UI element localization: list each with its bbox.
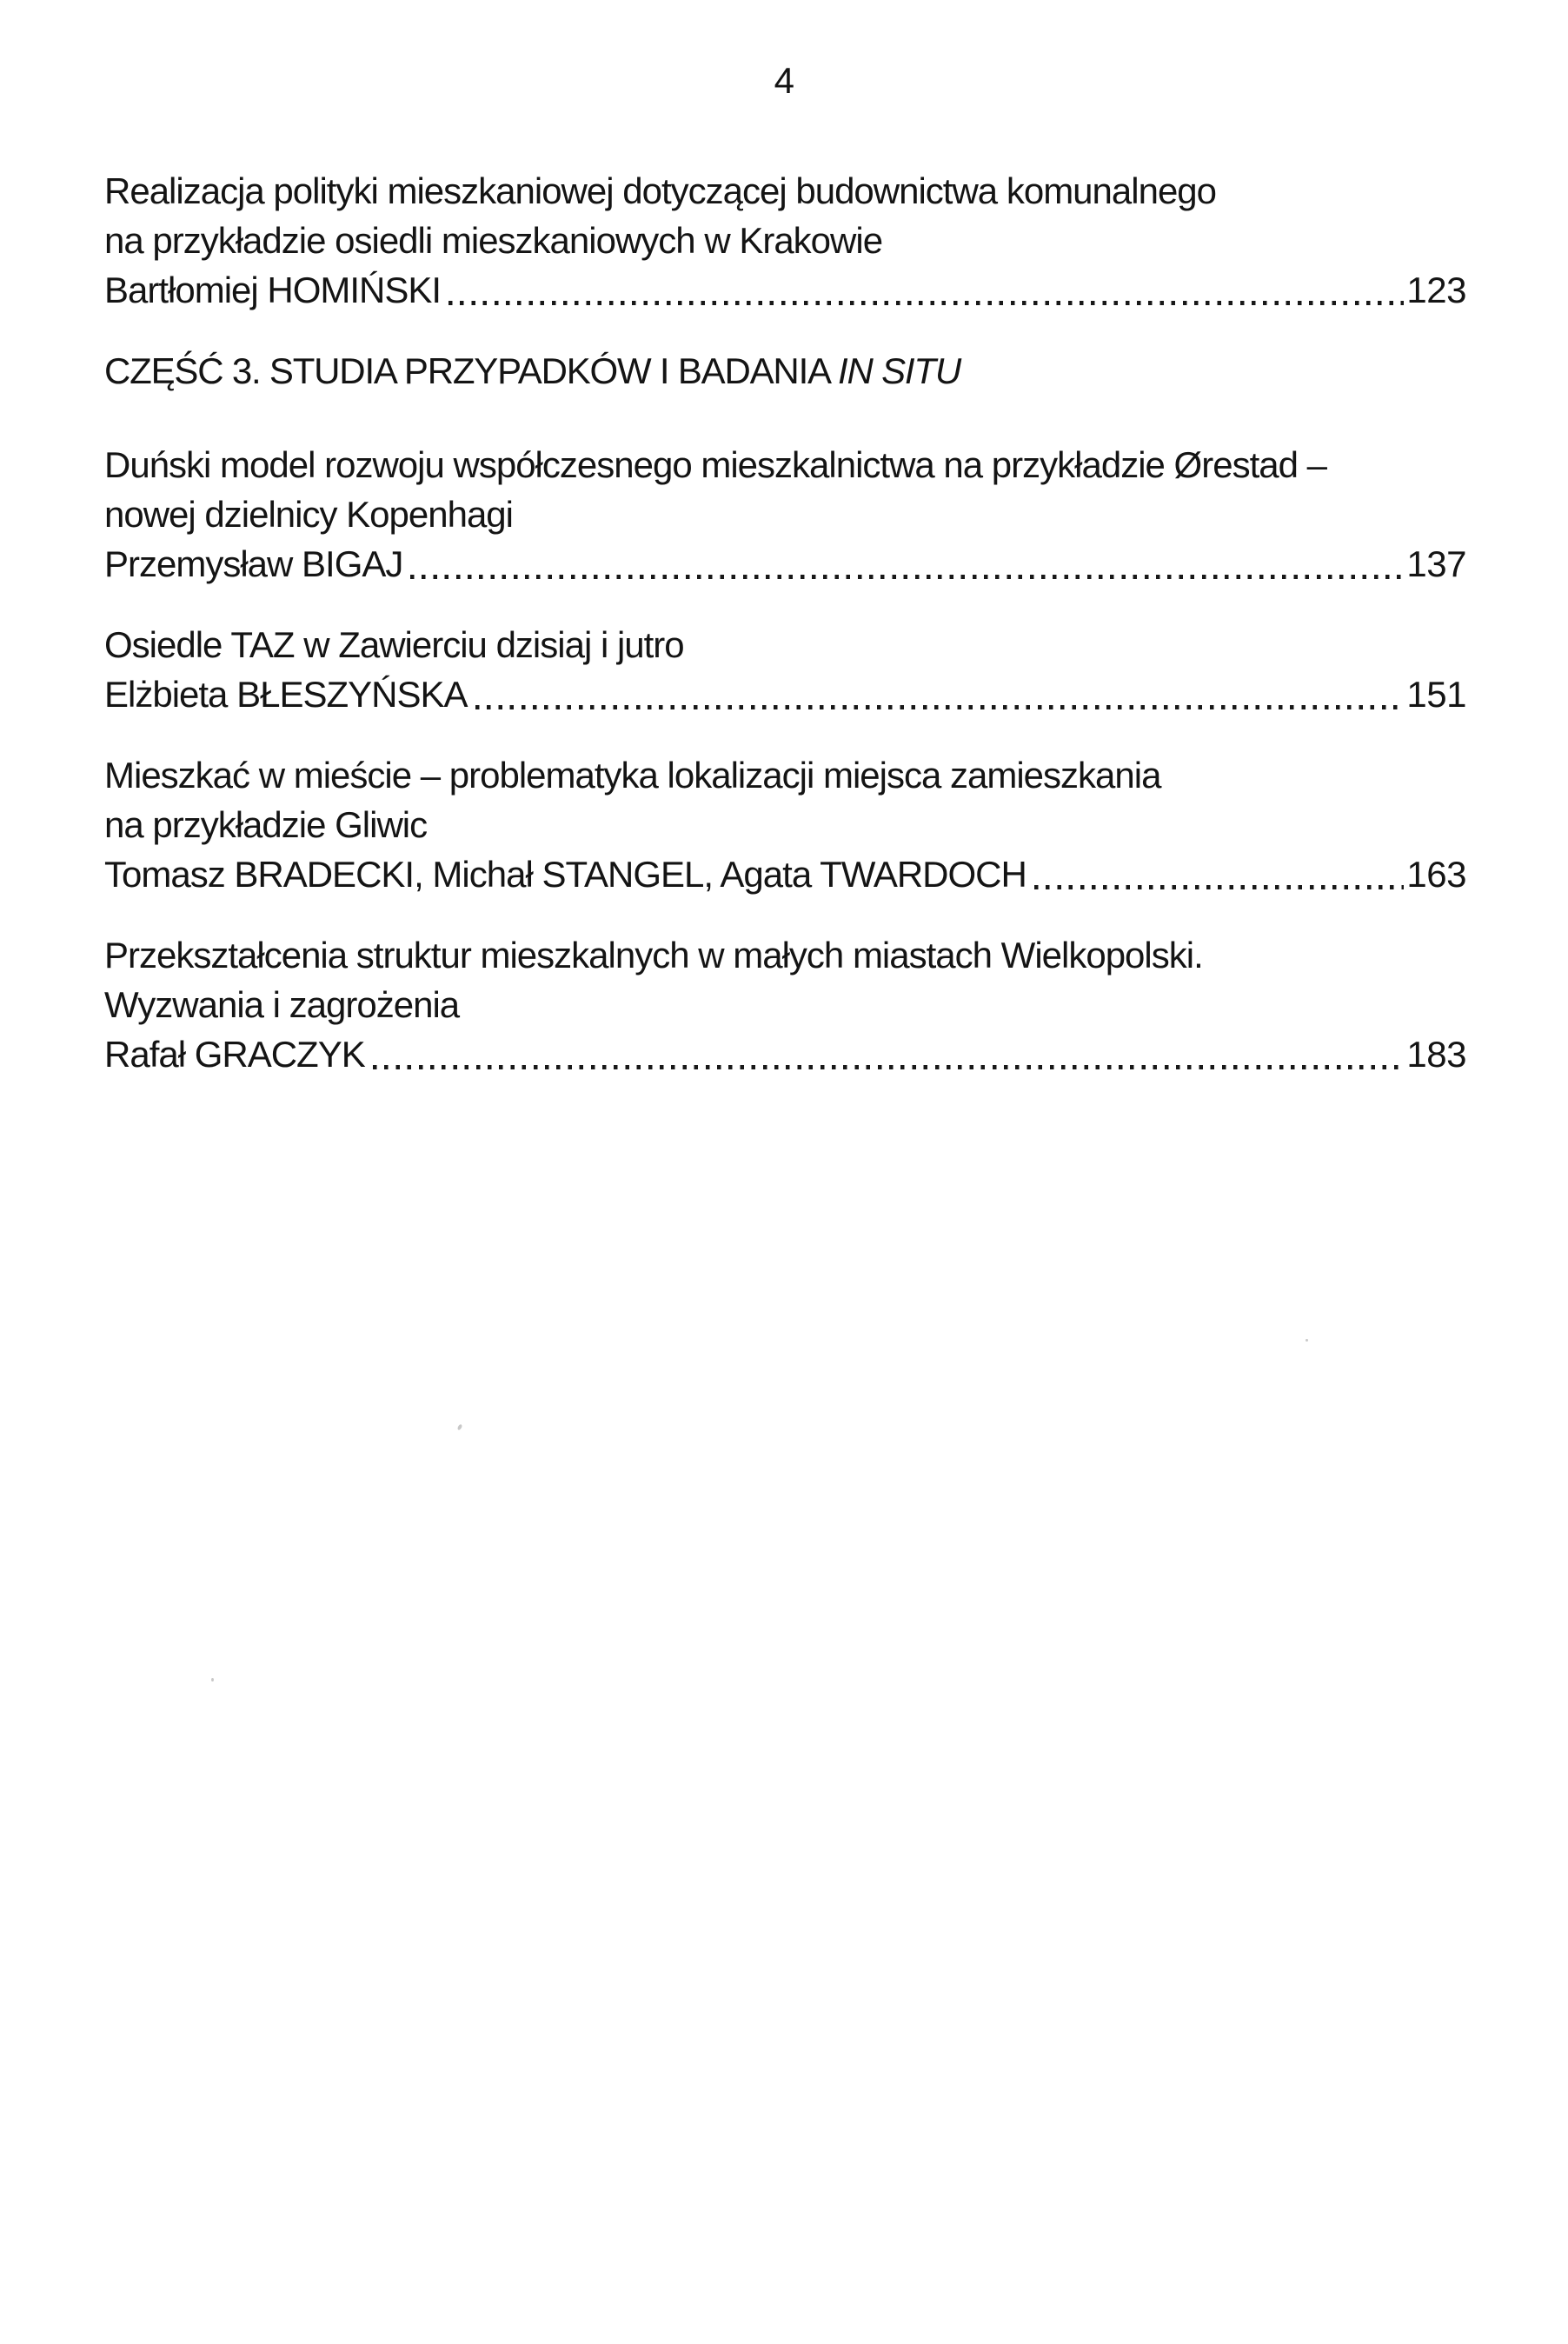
scan-speck (457, 1423, 463, 1430)
section-heading-italic: IN SITU (838, 350, 960, 391)
dot-leader (475, 705, 1405, 709)
section-heading (104, 346, 1466, 396)
page-ref: 123 (1406, 270, 1466, 310)
toc-entry-title-line: Duński model rozwoju współczesnego mieszkalnictwa na przykładzie Ørestad – (104, 444, 1326, 485)
dot-leader (448, 301, 1404, 305)
toc-entry (104, 620, 1466, 719)
page-number: 4 (774, 60, 794, 101)
toc-entry (104, 166, 1466, 315)
toc-entry-author-line (104, 669, 1466, 719)
table-of-contents (0, 105, 1568, 1079)
toc-entry-title-line: Realizacja polityki mieszkaniowej dotyczącej budownictwa komunalnego (104, 170, 1217, 211)
dot-leader (1034, 885, 1405, 889)
page-ref: 151 (1406, 674, 1466, 715)
toc-entry-author-line (104, 539, 1466, 589)
author-name: Tomasz BRADECKI, Michał STANGEL, Agata TWARDOCH (104, 854, 1027, 895)
toc-entry-title-line: Przekształcenia struktur mieszkalnych w małych miastach Wielkopolski. (104, 935, 1203, 976)
author-name: Bartłomiej HOMIŃSKI (104, 270, 442, 310)
scan-speck (211, 1678, 214, 1681)
toc-entry (104, 750, 1466, 899)
page-ref: 137 (1406, 543, 1466, 584)
section-heading-text: CZĘŚĆ 3. STUDIA PRZYPADKÓW I BADANIA (104, 350, 829, 391)
toc-entry-title-line: na przykładzie osiedli mieszkaniowych w Krakowie (104, 220, 883, 261)
page-ref: 183 (1406, 1034, 1466, 1075)
toc-entry-title-line: na przykładzie Gliwic (104, 804, 428, 845)
toc-entry-title-line: Osiedle TAZ w Zawierciu dzisiaj i jutro (104, 624, 684, 665)
toc-entry (104, 440, 1466, 589)
scan-speck (1306, 1339, 1308, 1342)
author-name: Rafał GRACZYK (104, 1034, 365, 1075)
author-name: Przemysław BIGAJ (104, 543, 403, 584)
toc-entry-author-line (104, 1029, 1466, 1079)
toc-entry-author-line (104, 265, 1466, 315)
toc-entry-title-line: nowej dzielnicy Kopenhagi (104, 494, 513, 535)
toc-entry-author-line (104, 849, 1466, 899)
page-ref: 163 (1406, 854, 1466, 895)
toc-entry (104, 930, 1466, 1079)
dot-leader (373, 1065, 1405, 1069)
toc-entry-title-line: Mieszkać w mieście – problematyka lokalizacji miejsca zamieszkania (104, 755, 1161, 796)
toc-entry-title-line: Wyzwania i zagrożenia (104, 984, 460, 1025)
author-name: Elżbieta BŁESZYŃSKA (104, 674, 468, 715)
dot-leader (410, 575, 1404, 579)
